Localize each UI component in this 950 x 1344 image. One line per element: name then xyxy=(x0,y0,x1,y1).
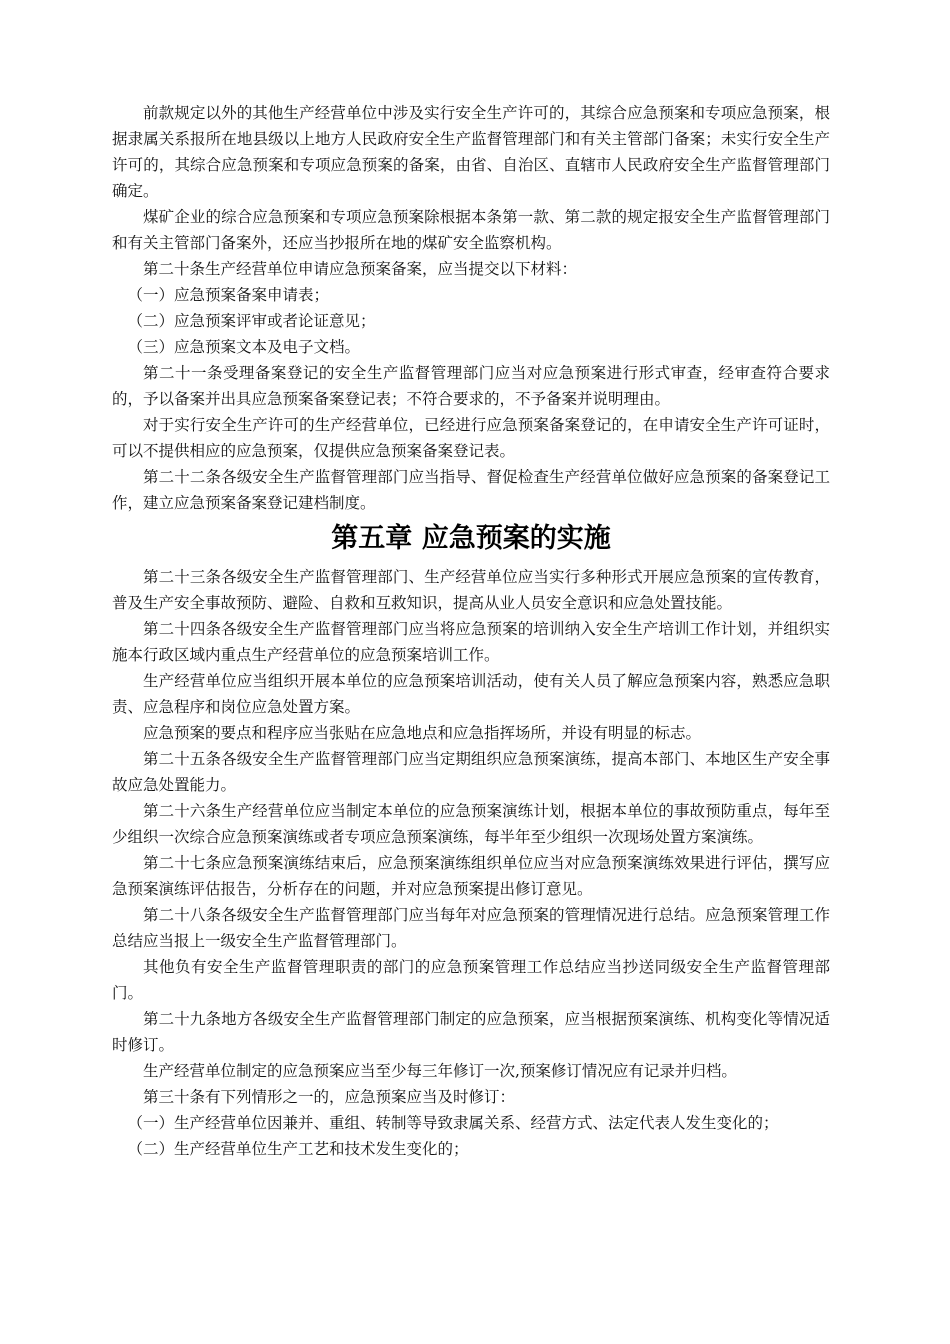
article-27: 第二十七条应急预案演练结束后，应急预案演练组织单位应当对应急预案演练效果进行评估，撰写应急预案演练评估报告，分析存在的问题，并对应急预案提出修订意见。 xyxy=(112,854,830,898)
list-item: （一）生产经营单位因兼并、重组、转制等导致隶属关系、经营方式、法定代表人发生变化的； xyxy=(127,1114,779,1132)
list-item: （二）生产经营单位生产工艺和技术发生变化的； xyxy=(127,1140,469,1158)
paragraph: 应急预案的要点和程序应当张贴在应急地点和应急指挥场所，并设有明显的标志。 xyxy=(143,724,702,742)
document-page xyxy=(112,100,830,1162)
list-item: （三）应急预案文本及电子文档。 xyxy=(127,338,361,356)
article-20: 第二十条生产经营单位申请应急预案备案，应当提交以下材料： xyxy=(143,260,578,278)
paragraph: 对于实行安全生产许可的生产经营单位，已经进行应急预案备案登记的，在申请安全生产许可证时，可以不提供相应的应急预案，仅提供应急预案备案登记表。 xyxy=(112,416,830,460)
article-26: 第二十六条生产经营单位应当制定本单位的应急预案演练计划，根据本单位的事故预防重点，每年至少组织一次综合应急预案演练或者专项应急预案演练，每半年至少组织一次现场处置方案演练。 xyxy=(112,802,830,846)
paragraph: 其他负有安全生产监督管理职责的部门的应急预案管理工作总结应当抄送同级安全生产监督管理部门。 xyxy=(112,958,830,1002)
article-22: 第二十二条各级安全生产监督管理部门应当指导、督促检查生产经营单位做好应急预案的备案登记工作，建立应急预案备案登记建档制度。 xyxy=(112,468,830,512)
article-25: 第二十五条各级安全生产监督管理部门应当定期组织应急预案演练，提高本部门、本地区生产安全事故应急处置能力。 xyxy=(112,750,830,794)
article-24: 第二十四条各级安全生产监督管理部门应当将应急预案的培训纳入安全生产培训工作计划，并组织实施本行政区域内重点生产经营单位的应急预案培训工作。 xyxy=(112,620,830,664)
article-28: 第二十八条各级安全生产监督管理部门应当每年对应急预案的管理情况进行总结。应急预案管理工作总结应当报上一级安全生产监督管理部门。 xyxy=(112,906,830,950)
paragraph: 煤矿企业的综合应急预案和专项应急预案除根据本条第一款、第二款的规定报安全生产监督管理部门和有关主管部门备案外，还应当抄报所在地的煤矿安全监察机构。 xyxy=(112,208,830,252)
paragraph: 生产经营单位应当组织开展本单位的应急预案培训活动，使有关人员了解应急预案内容，熟悉应急职责、应急程序和岗位应急处置方案。 xyxy=(112,672,830,716)
article-30: 第三十条有下列情形之一的，应急预案应当及时修订： xyxy=(143,1088,516,1106)
list-item: （二）应急预案评审或者论证意见； xyxy=(127,312,376,330)
article-23: 第二十三条各级安全生产监督管理部门、生产经营单位应当实行多种形式开展应急预案的宣传教育，普及生产安全事故预防、避险、自救和互救知识，提高从业人员安全意识和应急处置技能。 xyxy=(112,568,830,612)
paragraph: 前款规定以外的其他生产经营单位中涉及实行安全生产许可的，其综合应急预案和专项应急预案，根据隶属关系报所在地县级以上地方人民政府安全生产监督管理部门和有关主管部门备案；未实行安全生产许可的，其综合应急预案和专项应急预案的备案，由省、自治区、直辖市人民政府安全生产监督管理部门确定。 xyxy=(112,104,830,200)
article-29: 第二十九条地方各级安全生产监督管理部门制定的应急预案，应当根据预案演练、机构变化等情况适时修订。 xyxy=(112,1010,830,1054)
article-21: 第二十一条受理备案登记的安全生产监督管理部门应当对应急预案进行形式审查，经审查符合要求的，予以备案并出具应急预案备案登记表；不符合要求的，不予备案并说明理由。 xyxy=(112,364,830,408)
list-item: （一）应急预案备案申请表； xyxy=(127,286,330,304)
paragraph: 生产经营单位制定的应急预案应当至少每三年修订一次,预案修订情况应有记录并归档。 xyxy=(143,1062,737,1080)
chapter-title: 第五章 应急预案的实施 xyxy=(331,523,611,554)
